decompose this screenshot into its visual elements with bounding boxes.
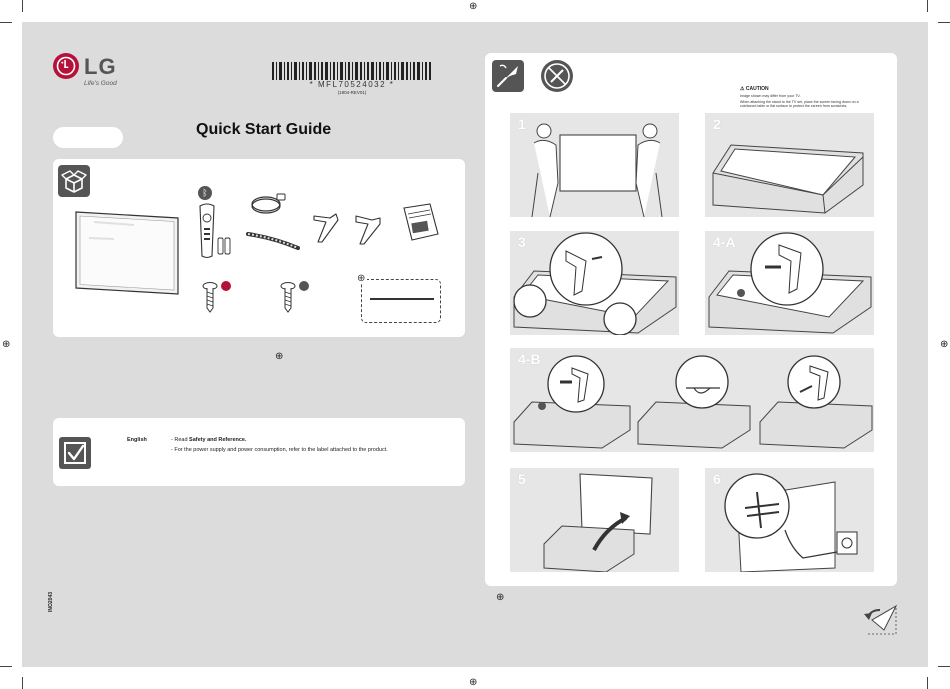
step-label: 6	[713, 471, 721, 487]
registration-mark-icon: ⊕	[469, 677, 478, 688]
notice-language: English	[127, 437, 147, 443]
open-box-icon	[58, 165, 90, 197]
registration-mark-icon: ⊕	[940, 339, 949, 350]
barcode	[272, 62, 432, 80]
crop-mark	[938, 666, 950, 667]
screwdriver-icon	[492, 60, 524, 92]
checkmark-box-icon	[59, 437, 91, 469]
step-6-illustration	[705, 468, 874, 572]
screw-a-illustration	[200, 280, 236, 316]
step-2-illustration	[705, 113, 874, 217]
brand-name: LG	[84, 54, 117, 79]
step-label: 3	[518, 234, 526, 250]
crop-mark	[938, 22, 950, 23]
registration-mark-icon: ⊕	[275, 351, 284, 362]
step-label: 2	[713, 116, 721, 132]
document-code: INO2043	[48, 591, 54, 612]
model-label-pill	[53, 127, 123, 148]
notice-line-1-bold: Safety and Reference.	[189, 437, 247, 443]
step-3-illustration	[510, 231, 679, 335]
crop-mark	[927, 677, 928, 689]
crop-mark	[927, 0, 928, 12]
registration-mark-icon: ⊕	[357, 273, 366, 284]
caution-title: CAUTION	[745, 86, 769, 92]
wall-mount-bar	[370, 298, 434, 300]
manual-booklet-illustration	[400, 200, 442, 246]
tv-illustration	[74, 208, 180, 298]
caution-line-2: When attaching the stand to the TV set, place the screen facing down on a	[740, 99, 859, 104]
step-4a-illustration	[705, 231, 874, 335]
step-label: 4-B	[518, 351, 541, 367]
step-1-illustration	[510, 113, 679, 217]
crop-mark	[0, 666, 12, 667]
brand-slogan: Life's Good	[84, 80, 117, 87]
crop-mark	[22, 0, 23, 12]
remote-control-illustration	[194, 202, 236, 260]
barcode-revision: (1904-REV01)	[337, 90, 367, 95]
crop-mark	[0, 22, 12, 23]
registration-mark-icon: ⊕	[469, 1, 478, 12]
warning-icon: ⚠	[740, 86, 745, 92]
caution-header	[740, 86, 875, 92]
caution-block	[740, 86, 875, 108]
caution-line-1: Image shown may differ from your TV.	[740, 94, 801, 98]
stand-right-illustration	[350, 212, 386, 248]
step-label: 1	[518, 116, 526, 132]
step-5-illustration	[510, 468, 679, 572]
optional-items-box	[357, 273, 441, 323]
page-turn-icon	[862, 600, 898, 636]
barcode-number: * MFL70524032 *	[309, 80, 395, 89]
cable-holder-illustration	[246, 230, 302, 252]
stand-left-illustration	[310, 210, 346, 246]
bluetooth-icon: ᛒ	[198, 186, 212, 200]
power-cable-illustration	[246, 190, 290, 218]
crop-mark	[22, 677, 23, 689]
notice-line-2: - For the power supply and power consumption, refer to the label attached to the product.	[171, 447, 388, 453]
step-label: 5	[518, 471, 526, 487]
step-label: 4-A	[713, 234, 736, 250]
screw-b-illustration	[278, 280, 314, 316]
notice-line-1	[171, 437, 247, 443]
page-title: Quick Start Guide	[196, 121, 332, 138]
registration-mark-icon: ⊕	[2, 339, 11, 350]
caution-line-3: cushioned table or flat surface to protect the screen from scratches.	[740, 103, 848, 108]
no-screwdriver-icon	[541, 60, 573, 92]
notice-line-1-prefix: - Read	[171, 437, 190, 443]
step-4b-illustration	[510, 348, 874, 452]
lg-logo-mark	[53, 53, 79, 79]
registration-mark-icon: ⊕	[496, 592, 505, 603]
